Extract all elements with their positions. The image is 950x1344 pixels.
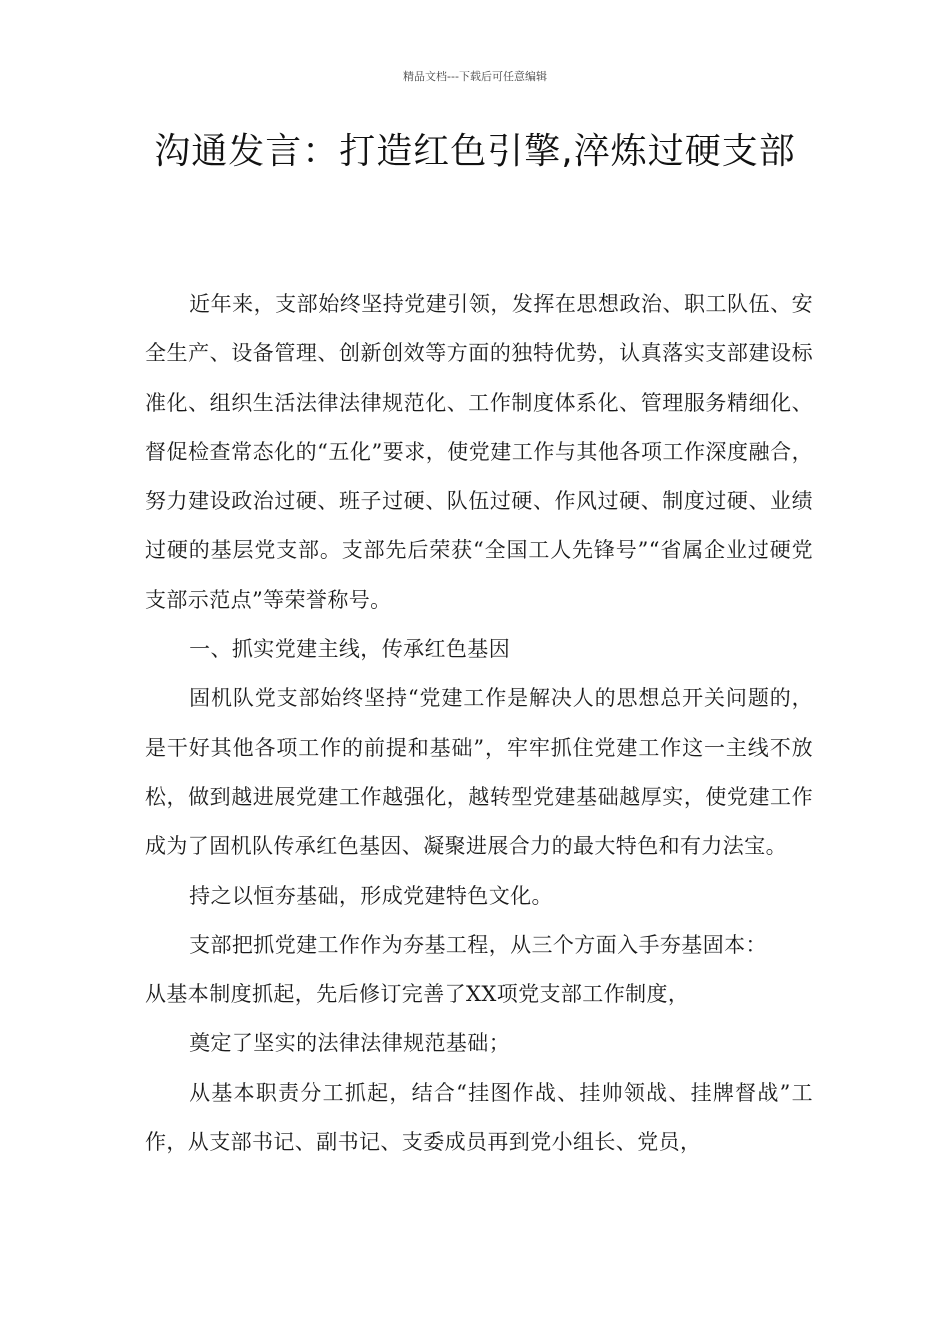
paragraph: 固机队党支部始终坚持“党建工作是解决人的思想总开关问题的，是干好其他各项工作的前提和基础”，牢牢抓住党建工作这一主线不放松，做到越进展党建工作越强化，越转型党建基础越厚实，使党建工作成为了固机队传承红色基因、凝聚进展合力的最大特色和有力法宝。	[145, 686, 813, 859]
paragraph: 持之以恒夯基础，形成党建特色文化。	[189, 883, 553, 908]
paragraph: 从基本职责分工抓起，结合“挂图作战、挂帅领战、挂牌督战”工作，从支部书记、副书记、支委成员再到党小组长、党员，	[145, 1080, 813, 1155]
document-title: 沟通发言：打造红色引擎,淬炼过硬支部	[154, 131, 796, 172]
header-note: 精品文档---下载后可任意编辑	[403, 70, 547, 83]
paragraph: 从基本制度抓起，先后修订完善了XX项党支部工作制度，	[145, 982, 690, 1007]
document-body	[145, 280, 813, 1167]
section-heading: 一、抓实党建主线，传承红色基因	[189, 637, 511, 662]
paragraph: 近年来，支部始终坚持党建引领，发挥在思想政治、职工队伍、安全生产、设备管理、创新创效等方面的独特优势，认真落实支部建设标准化、组织生活法律法律规范化、工作制度体系化、管理服务精细化、督促检查常态化的“五化”要求，使党建工作与其他各项工作深度融合，努力建设政治过硬、班子过硬、队伍过硬、作风过硬、制度过硬、业绩过硬的基层党支部。支部先后荣获“全国工人先锋号”“省属企业过硬党支部示范点”等荣誉称号。	[145, 292, 813, 612]
paragraph: 支部把抓党建工作作为夯基工程，从三个方面入手夯基固本：	[189, 932, 767, 957]
paragraph: 奠定了坚实的法律法律规范基础；	[189, 1031, 511, 1056]
